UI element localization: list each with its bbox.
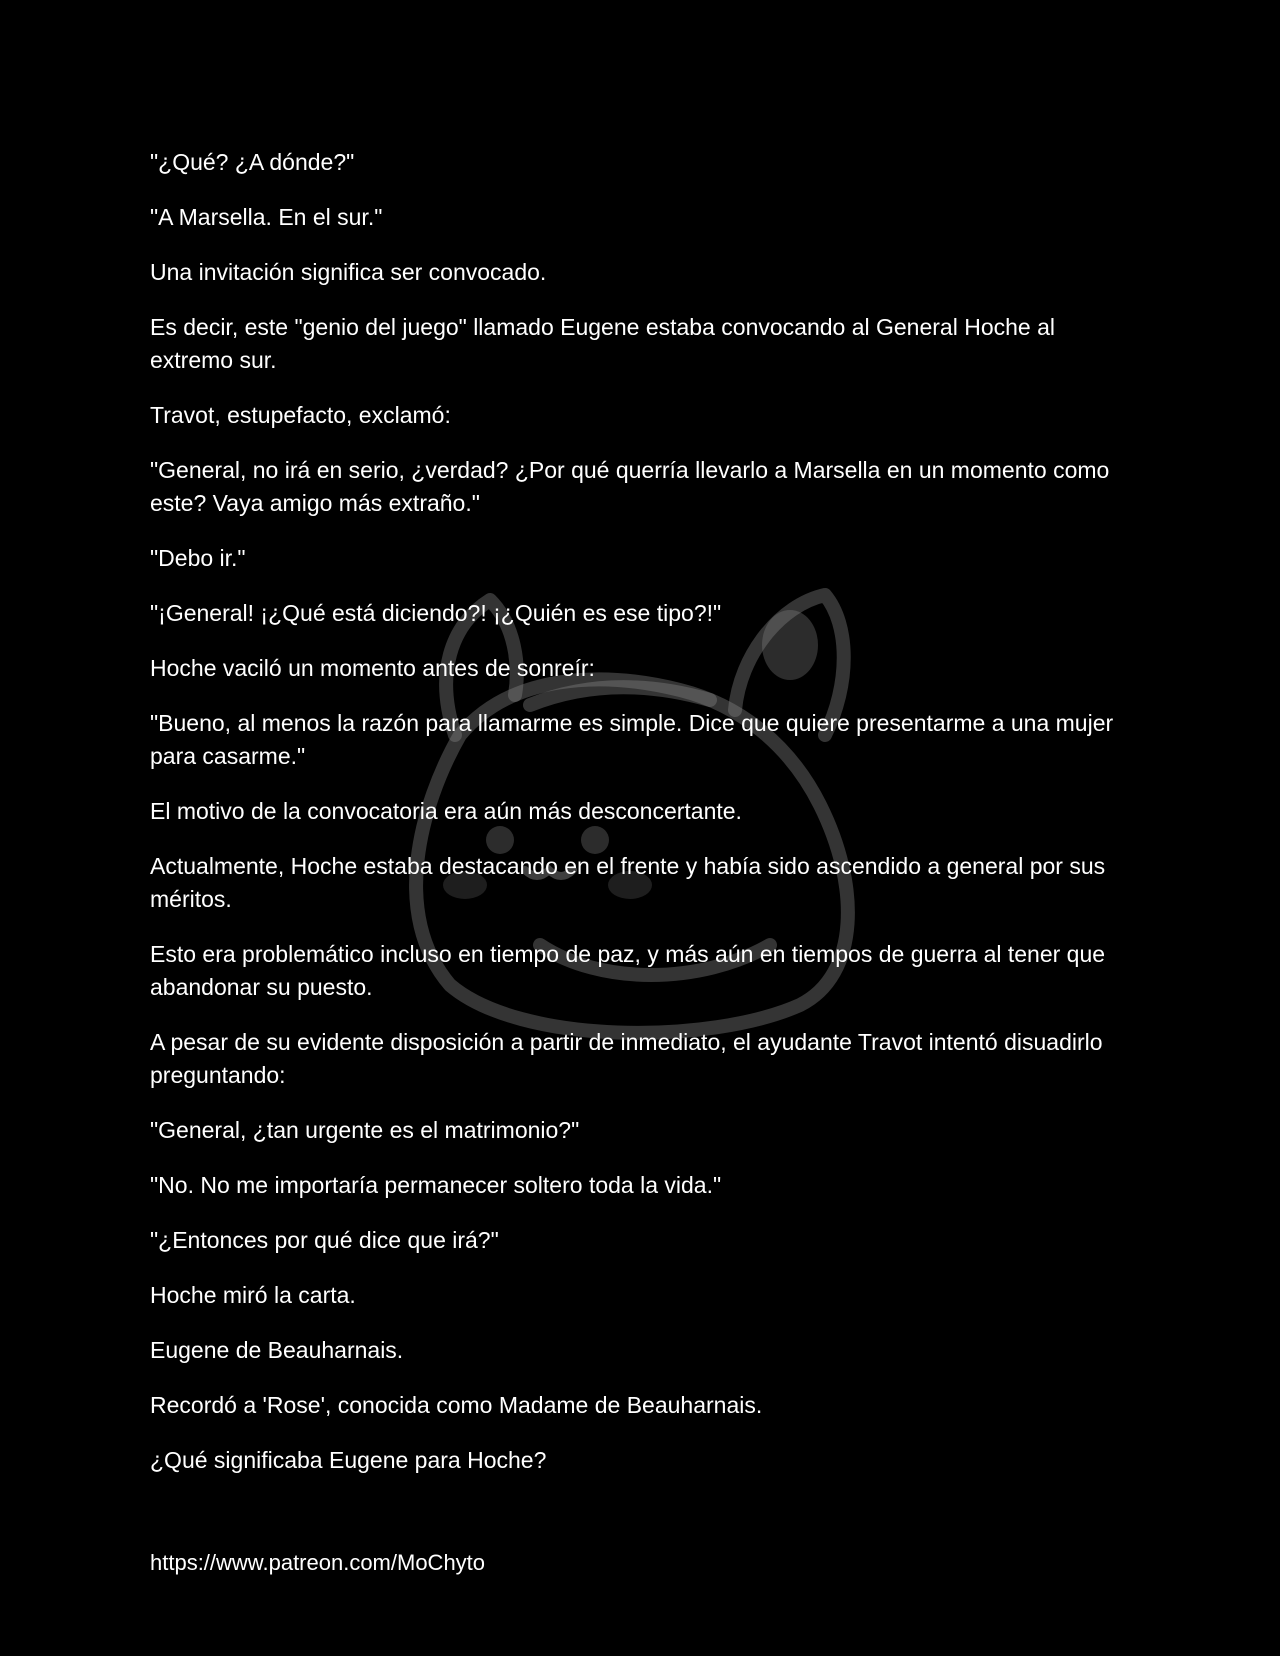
paragraph: ¿Qué significaba Eugene para Hoche?	[150, 1447, 547, 1473]
paragraph: Hoche vaciló un momento antes de sonreír:	[150, 655, 595, 681]
paragraph: "Bueno, al menos la razón para llamarme es simple. Dice que quiere presentarme a una mujer para casarme."	[150, 710, 1114, 769]
paragraph: "Debo ir."	[150, 545, 246, 571]
paragraph: "¡General! ¡¿Qué está diciendo?! ¡¿Quién es ese tipo?!"	[150, 600, 722, 626]
paragraph: El motivo de la convocatoria era aún más desconcertante.	[150, 798, 742, 824]
paragraph: "General, no irá en serio, ¿verdad? ¿Por qué querría llevarlo a Marsella en un momento como este? Vaya amigo más extraño."	[150, 457, 1110, 516]
paragraph: "No. No me importaría permanecer soltero toda la vida."	[150, 1172, 722, 1198]
paragraph: Esto era problemático incluso en tiempo de paz, y más aún en tiempos de guerra al tener que abandonar su puesto.	[150, 941, 1106, 1000]
paragraph: Hoche miró la carta.	[150, 1282, 356, 1308]
paragraph: "General, ¿tan urgente es el matrimonio?"	[150, 1117, 580, 1143]
paragraph: A pesar de su evidente disposición a partir de inmediato, el ayudante Travot intentó disuadirlo preguntando:	[150, 1029, 1103, 1088]
paragraph: Es decir, este "genio del juego" llamado Eugene estaba convocando al General Hoche al extremo sur.	[150, 314, 1055, 373]
patreon-link[interactable]: https://www.patreon.com/MoChyto	[150, 1550, 486, 1575]
paragraph: Eugene de Beauharnais.	[150, 1337, 404, 1363]
paragraph: "¿Qué? ¿A dónde?"	[150, 149, 355, 175]
paragraph: Travot, estupefacto, exclamó:	[150, 402, 451, 428]
paragraph: Recordó a 'Rose', conocida como Madame de Beauharnais.	[150, 1392, 763, 1418]
paragraph: Actualmente, Hoche estaba destacando en el frente y había sido ascendido a general por sus méritos.	[150, 853, 1106, 912]
paragraph: "¿Entonces por qué dice que irá?"	[150, 1227, 499, 1253]
story-text	[150, 146, 1140, 1499]
paragraph: Una invitación significa ser convocado.	[150, 259, 547, 285]
paragraph: "A Marsella. En el sur."	[150, 204, 383, 230]
